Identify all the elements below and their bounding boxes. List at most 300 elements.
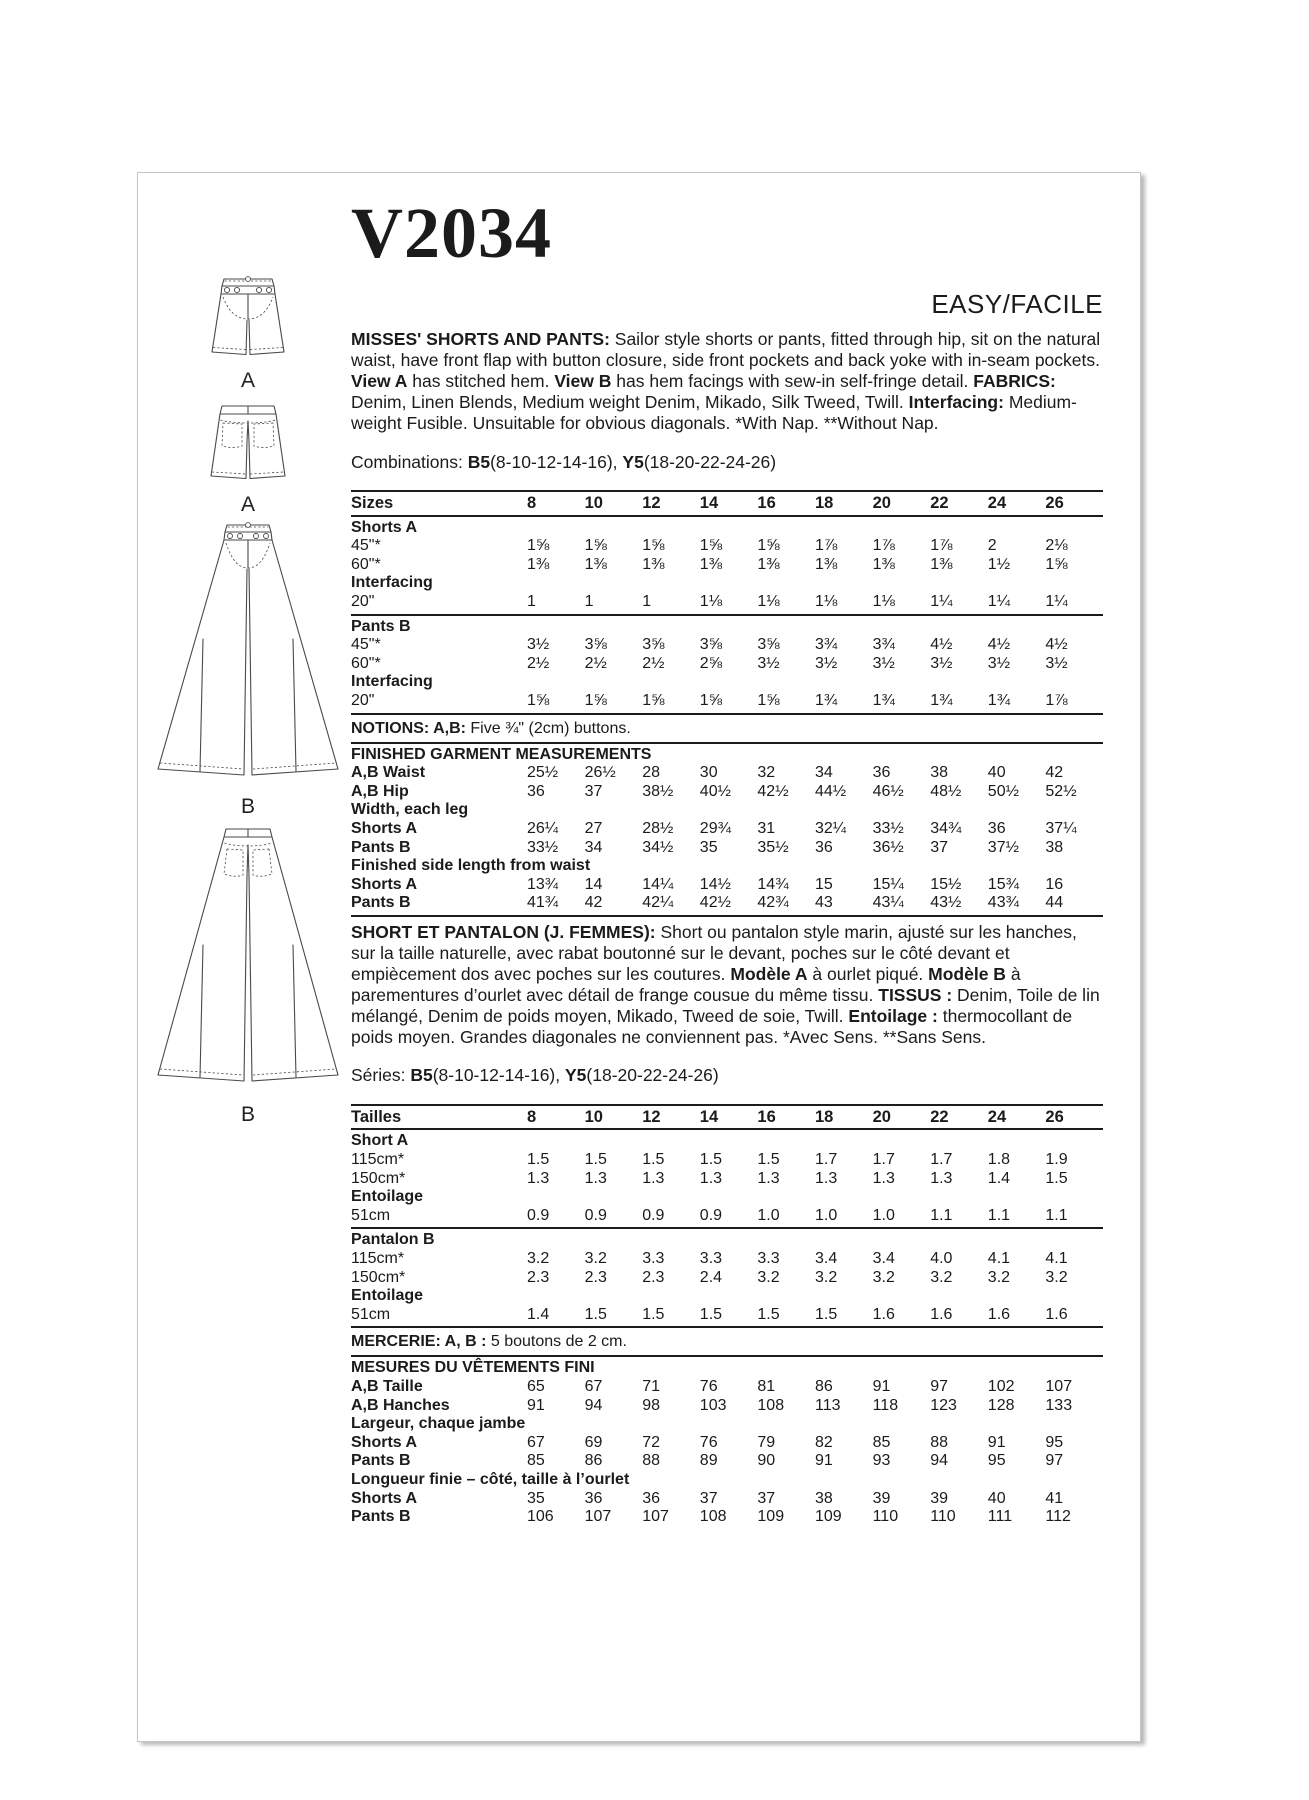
table-cell: 20" [351, 691, 375, 709]
table-cell: 2.3 [642, 1268, 665, 1286]
view-a-shorts-back-illustration [195, 401, 301, 517]
table-header-row [351, 1108, 1103, 1127]
table-cell: 37 [930, 838, 948, 856]
table-cell: 43½ [930, 894, 962, 912]
table-cell: 2½ [584, 654, 607, 672]
table-cell: 111 [987, 1508, 1013, 1526]
table-cell: Pants B [351, 617, 411, 635]
difficulty-label: EASY/FACILE [931, 289, 1103, 319]
table-cell: 76 [699, 1378, 718, 1395]
table-cell: 1.5 [814, 1305, 838, 1323]
table-cell: 31 [757, 819, 776, 837]
shorts-front-drawing [193, 273, 303, 365]
table-cell: 42 [1045, 764, 1064, 782]
table-cell: 1.7 [872, 1151, 895, 1169]
table-rule [351, 742, 1103, 744]
table-cell: Interfacing [351, 673, 433, 691]
table-cell: 150cm* [351, 1268, 406, 1286]
view-a-shorts-front-illustration [193, 273, 303, 393]
table-cell: 14 [699, 494, 719, 512]
table-cell: 76 [699, 1433, 718, 1451]
table-cell: 13¾ [527, 875, 559, 893]
table-cell: 1⅛ [814, 592, 838, 610]
table-cell: 15 [814, 875, 833, 893]
table-cell: 1.0 [757, 1206, 780, 1224]
table-cell: 89 [699, 1452, 718, 1470]
table-cell: 102 [987, 1378, 1015, 1395]
table-row [351, 876, 1103, 895]
table-cell: 24 [987, 494, 1007, 512]
table-cell: Largeur, chaque jambe [351, 1415, 526, 1433]
text-segment: (18-20-22-24-26) [643, 451, 777, 472]
table-cell: Pants B [351, 1452, 411, 1470]
table-cell: 1.5 [642, 1305, 665, 1323]
table-cell: 1.5 [699, 1305, 723, 1323]
table-cell: 128 [987, 1396, 1015, 1414]
table-cell: 4.0 [930, 1250, 953, 1268]
table-row [351, 1359, 1103, 1378]
table-cell: 1.6 [1045, 1305, 1068, 1323]
table-cell: 1.5 [527, 1151, 550, 1169]
table-cell: 1¾ [814, 691, 838, 709]
text-segment: Séries: [351, 1065, 411, 1086]
table-cell: 3½ [757, 654, 780, 672]
view-b-pants-front-illustration [148, 519, 348, 819]
table-cell: 1.6 [987, 1305, 1011, 1323]
table-cell: Tailles [351, 1107, 402, 1126]
bold-text-segment: Modèle A [730, 963, 808, 984]
table-cell: 0.9 [699, 1206, 723, 1224]
table-row [351, 636, 1103, 655]
table-cell: 28½ [642, 819, 674, 837]
table-cell: 107 [1045, 1378, 1073, 1395]
table-cell: 30 [699, 764, 718, 782]
table-cell: 41 [1045, 1489, 1064, 1507]
table-cell: 90 [757, 1452, 776, 1470]
table-cell: 1⅝ [642, 537, 665, 555]
table-cell: 34 [584, 838, 603, 856]
view-label: B [240, 1103, 255, 1126]
table-row [351, 1287, 1103, 1306]
table-header-row [351, 494, 1103, 513]
table-cell: 3⅝ [699, 636, 723, 654]
table-row [351, 1508, 1103, 1527]
table-cell: 109 [814, 1508, 842, 1526]
table-cell: 1.3 [527, 1169, 550, 1187]
table-row [351, 1452, 1103, 1471]
table-cell: 36 [527, 782, 545, 800]
table-cell: Longueur finie – côté, taille à l’ourlet [351, 1470, 630, 1488]
bold-text-segment: Interfacing: [908, 392, 1004, 412]
table-row [351, 820, 1103, 839]
table-cell: 39 [930, 1489, 948, 1507]
table-cell: 1.5 [642, 1151, 665, 1169]
table-cell: 1⅝ [699, 691, 723, 709]
bold-text-segment: FABRICS: [973, 371, 1056, 391]
table-cell: 12 [642, 494, 661, 512]
description-english [351, 329, 1103, 434]
table-note-cell: NOTIONS: A,B: Five ¾" (2cm) buttons. [351, 719, 631, 737]
table-row [351, 655, 1103, 674]
text-segment: has stitched hem. [407, 371, 555, 391]
table-cell: 0.9 [584, 1206, 607, 1224]
table-row [351, 764, 1103, 783]
table-cell: 91 [872, 1378, 891, 1395]
yardage-table-english [351, 490, 1103, 917]
table-cell: 40 [987, 1489, 1006, 1507]
table-cell: 115cm* [351, 1250, 405, 1268]
table-cell: 3½ [527, 636, 550, 654]
text-segment: Combinations: [351, 451, 468, 472]
table-cell: 43¾ [987, 894, 1019, 912]
table-cell: 112 [1045, 1508, 1071, 1526]
table-cell: 52½ [1045, 782, 1077, 800]
table-cell: 10 [584, 494, 603, 512]
table-cell: 3.2 [930, 1268, 953, 1286]
table-cell: 115cm* [351, 1151, 405, 1169]
table-cell: 3¾ [872, 636, 895, 654]
table-cell: 38 [930, 764, 948, 782]
table-row [351, 1170, 1103, 1189]
pattern-envelope-back-page [137, 172, 1141, 1742]
table-cell: 1½ [987, 555, 1011, 573]
table-cell: 3.2 [584, 1250, 607, 1268]
table-cell: 14¼ [642, 875, 674, 893]
table-cell: 113 [814, 1396, 841, 1414]
table-cell: 38½ [642, 782, 674, 800]
view-b-pants-back-illustration [148, 823, 348, 1127]
table-cell: Pants B [351, 838, 411, 856]
table-cell: 2½ [642, 654, 665, 672]
table-cell: 33½ [872, 819, 904, 837]
main-content [351, 195, 1103, 1527]
table-cell: 118 [872, 1396, 899, 1414]
text-segment: (18-20-22-24-26) [586, 1065, 719, 1086]
table-cell: 34¾ [930, 819, 962, 837]
table-cell: 1⅝ [642, 691, 665, 709]
table-cell: Entoilage [351, 1287, 424, 1305]
table-cell: 37 [699, 1489, 718, 1507]
table-cell: 44½ [814, 782, 847, 800]
table-cell: 3.2 [872, 1268, 895, 1286]
table-rule [351, 915, 1103, 917]
table-cell: A,B Taille [351, 1378, 423, 1395]
table-cell: 24 [987, 1107, 1007, 1126]
bold-text-segment: MISSES' SHORTS AND PANTS: [351, 329, 610, 349]
table-rule [351, 1355, 1103, 1357]
table-row [351, 593, 1103, 612]
table-cell: 85 [872, 1433, 891, 1451]
table-cell: 1¼ [1045, 592, 1068, 610]
table-rule [351, 490, 1103, 492]
table-row [351, 673, 1103, 692]
text-segment: (8-10-12-14-16), [490, 451, 623, 472]
table-rule [351, 1128, 1103, 1130]
table-cell: 32¼ [814, 819, 847, 837]
table-row [351, 1397, 1103, 1416]
table-cell: 15½ [930, 875, 962, 893]
table-cell: A,B Waist [351, 764, 426, 782]
table-cell: 43¼ [872, 894, 904, 912]
table-cell: 81 [757, 1378, 776, 1395]
table-cell: 1.5 [1045, 1169, 1068, 1187]
shorts-back-drawing [195, 401, 301, 489]
table-rule [351, 1104, 1103, 1106]
table-cell: 15¾ [987, 875, 1019, 893]
table-cell: 1⅜ [930, 555, 953, 573]
table-cell: 3.2 [814, 1268, 838, 1286]
table-cell: 79 [757, 1433, 776, 1451]
table-cell: 1.5 [757, 1305, 780, 1323]
table-row [351, 1378, 1103, 1397]
table-cell: 65 [527, 1378, 545, 1395]
table-cell: 88 [642, 1452, 660, 1470]
bold-text-segment: B5 [410, 1065, 433, 1086]
table-cell: 1⅛ [757, 592, 780, 610]
table-row [351, 783, 1103, 802]
table-cell: 86 [814, 1378, 833, 1395]
table-cell: 88 [930, 1433, 948, 1451]
table-cell: 37 [757, 1489, 776, 1507]
bold-text-segment: TISSUS : [878, 984, 953, 1005]
table-cell: 34 [814, 764, 833, 782]
table-cell: 1.5 [699, 1151, 723, 1169]
table-cell: 44 [1045, 894, 1064, 912]
table-cell: 3⅝ [642, 636, 665, 654]
table-cell: 26 [1045, 1107, 1064, 1126]
table-cell: 97 [1045, 1452, 1064, 1470]
table-row [351, 1231, 1103, 1250]
table-cell: 41¾ [527, 894, 559, 912]
table-cell: 36½ [872, 838, 904, 856]
table-cell: 29¾ [699, 819, 731, 837]
combinations-line-english [351, 452, 1103, 473]
table-cell: 1.1 [930, 1206, 953, 1224]
table-cell: 36 [872, 764, 891, 782]
table-row [351, 1330, 1103, 1353]
table-cell: 110 [872, 1508, 899, 1526]
table-cell: 3.2 [757, 1268, 780, 1286]
table-cell: 1⅛ [872, 592, 895, 610]
table-cell: 4½ [987, 636, 1011, 654]
table-cell: 1⅜ [584, 555, 607, 573]
table-cell: MESURES DU VÊTEMENTS FINI [351, 1359, 595, 1377]
table-cell: 110 [930, 1508, 956, 1526]
table-cell: 26 [1045, 494, 1064, 512]
table-cell: 18 [814, 1107, 834, 1126]
table-cell: 34½ [642, 838, 674, 856]
table-rule [351, 713, 1103, 715]
table-cell: Shorts A [351, 875, 418, 893]
table-cell: 98 [642, 1396, 660, 1414]
table-cell: 133 [1045, 1396, 1073, 1414]
table-cell: 1.9 [1045, 1151, 1068, 1169]
table-cell: 1⅜ [872, 555, 895, 573]
table-cell: 1 [527, 592, 536, 610]
table-cell: 1⅜ [699, 555, 723, 573]
table-cell: 1⅝ [1045, 555, 1068, 573]
table-cell: 16 [1045, 875, 1064, 893]
table-cell: 1.3 [757, 1169, 780, 1187]
table-cell: 1.5 [584, 1305, 607, 1323]
combinations-line-french [351, 1065, 1103, 1086]
table-cell: 1⅝ [757, 691, 780, 709]
table-cell: 51cm [351, 1305, 391, 1323]
table-cell: 39 [872, 1489, 891, 1507]
table-cell: 3½ [930, 654, 953, 672]
table-cell: 14½ [699, 875, 731, 893]
table-cell: 3⅝ [584, 636, 607, 654]
table-cell: 1.6 [930, 1305, 953, 1323]
table-cell: 42¾ [757, 894, 789, 912]
table-cell: 3.2 [527, 1250, 550, 1268]
table-row [351, 574, 1103, 593]
table-cell: 3½ [987, 654, 1011, 672]
table-cell: 93 [872, 1452, 891, 1470]
table-row [351, 1188, 1103, 1207]
table-cell: 35 [699, 838, 718, 856]
table-cell: 48½ [930, 782, 962, 800]
table-cell: 1.7 [930, 1151, 953, 1169]
table-cell: 94 [930, 1452, 948, 1470]
table-cell: 1⅜ [757, 555, 780, 573]
table-cell: 1⅞ [872, 537, 895, 555]
table-cell: 36 [987, 819, 1006, 837]
table-row [351, 746, 1103, 765]
table-row [351, 1434, 1103, 1453]
bold-text-segment: View A [351, 371, 408, 391]
table-row [351, 1306, 1103, 1325]
table-cell: 4½ [930, 636, 953, 654]
table-rule [351, 1227, 1103, 1229]
table-cell: Pantalon B [351, 1231, 435, 1249]
table-row [351, 537, 1103, 556]
table-cell: 1⅝ [584, 537, 607, 555]
table-cell: 1¾ [987, 691, 1011, 709]
table-cell: Pants B [351, 894, 411, 912]
table-cell: 97 [930, 1378, 948, 1395]
table-cell: 3.3 [642, 1250, 665, 1268]
table-cell: Shorts A [351, 819, 418, 837]
table-cell: 37½ [987, 838, 1019, 856]
table-cell: 14 [699, 1107, 719, 1126]
bold-text-segment: SHORT ET PANTALON (J. FEMMES): [351, 921, 656, 942]
table-row [351, 857, 1103, 876]
table-row [351, 894, 1103, 913]
table-cell: 1¼ [930, 592, 953, 610]
table-row [351, 692, 1103, 711]
table-cell: 37¼ [1045, 819, 1077, 837]
table-cell: 12 [642, 1107, 661, 1126]
table-cell: 3.3 [757, 1250, 780, 1268]
table-cell: 45"* [351, 537, 381, 555]
table-cell: 82 [814, 1433, 833, 1451]
table-rule [351, 1326, 1103, 1328]
table-cell: 1 [584, 592, 594, 610]
table-cell: 71 [642, 1378, 660, 1395]
table-cell: 86 [584, 1452, 603, 1470]
table-cell: 3½ [872, 654, 895, 672]
pattern-number: V2034 [351, 193, 552, 273]
table-cell: 94 [584, 1396, 603, 1414]
bold-text-segment: Y5 [622, 451, 644, 472]
table-cell: 1.8 [987, 1151, 1011, 1169]
table-rule [351, 614, 1103, 616]
text-segment: à parementures d’ourlet avec détail de frange cousue du même tissu. [351, 963, 1021, 1005]
table-cell: 2½ [527, 654, 550, 672]
text-segment: Denim, Toile de lin mélangé, Denim de poids moyen, Mikado, Tweed de soie, Twill. [351, 984, 1100, 1026]
table-cell: 22 [930, 494, 949, 512]
table-cell: 106 [527, 1508, 554, 1526]
table-cell: 40½ [699, 782, 731, 800]
table-cell: 1⅝ [527, 691, 550, 709]
table-cell: 42¼ [642, 894, 674, 912]
table-cell: 40 [987, 764, 1006, 782]
table-row [351, 839, 1103, 858]
table-cell: 27 [584, 819, 603, 837]
table-cell: 4.1 [987, 1250, 1011, 1268]
table-cell: Shorts A [351, 518, 418, 536]
table-cell: 1⅜ [814, 555, 838, 573]
table-cell: 0.9 [527, 1206, 550, 1224]
view-label: A [240, 493, 255, 516]
table-cell: 103 [699, 1396, 727, 1414]
text-segment: Medium-weight Fusible. Unsuitable for obvious diagonals. *With Nap. **Without Nap. [351, 392, 1077, 433]
table-cell: A,B Hip [351, 782, 409, 800]
table-cell: 35½ [757, 838, 789, 856]
text-segment: à ourlet piqué. [807, 963, 929, 984]
table-cell: 3.3 [699, 1250, 723, 1268]
table-row [351, 1151, 1103, 1170]
table-cell: 1⅞ [1045, 691, 1068, 709]
table-row [351, 1490, 1103, 1509]
table-row [351, 801, 1103, 820]
table-cell: 72 [642, 1433, 660, 1451]
text-segment: Short ou pantalon style marin, ajusté sur les hanches, sur la taille naturelle, avec rabat boutonné sur le devant, poches sur le côté devant et empiècement dos avec poches sur les coutures. [351, 921, 1077, 984]
table-cell: 36 [584, 1489, 603, 1507]
table-cell: 14¾ [757, 875, 789, 893]
table-cell: 1.1 [1045, 1206, 1068, 1224]
table-cell: 1 [642, 592, 652, 610]
table-cell: 25½ [527, 764, 559, 782]
table-cell: 150cm* [351, 1169, 406, 1187]
text-segment: thermocollant de poids moyen. Grandes diagonales ne conviennent pas. *Avec Sens. **Sans Sens. [351, 1005, 1073, 1047]
table-cell: 108 [699, 1508, 727, 1526]
table-cell: 37 [584, 782, 603, 800]
bold-text-segment: Entoilage : [848, 1005, 938, 1026]
table-cell: Width, each leg [351, 801, 469, 819]
table-cell: 3.4 [872, 1250, 895, 1268]
table-cell: 28 [642, 764, 660, 782]
table-cell: 16 [757, 1107, 776, 1126]
table-cell: Shorts A [351, 1489, 418, 1507]
table-cell: 107 [584, 1508, 612, 1526]
table-cell: 60"* [351, 654, 381, 672]
table-cell: 1¾ [930, 691, 953, 709]
table-cell: 1.5 [757, 1151, 780, 1169]
table-cell: 2⅛ [1045, 537, 1068, 555]
table-cell: 108 [757, 1396, 785, 1414]
description-french [351, 922, 1103, 1048]
table-cell: 1.0 [872, 1206, 895, 1224]
text-segment: has hem facings with sew-in self-fringe detail. [611, 371, 974, 391]
table-cell: 42½ [699, 894, 731, 912]
table-cell: 1.1 [987, 1206, 1011, 1224]
table-cell: 3½ [814, 654, 838, 672]
table-note-cell: MERCERIE: A, B : 5 boutons de 2 cm. [351, 1333, 627, 1351]
text-segment: Denim, Linen Blends, Medium weight Denim, Mikado, Silk Tweed, Twill. [351, 392, 909, 412]
table-row [351, 519, 1103, 538]
